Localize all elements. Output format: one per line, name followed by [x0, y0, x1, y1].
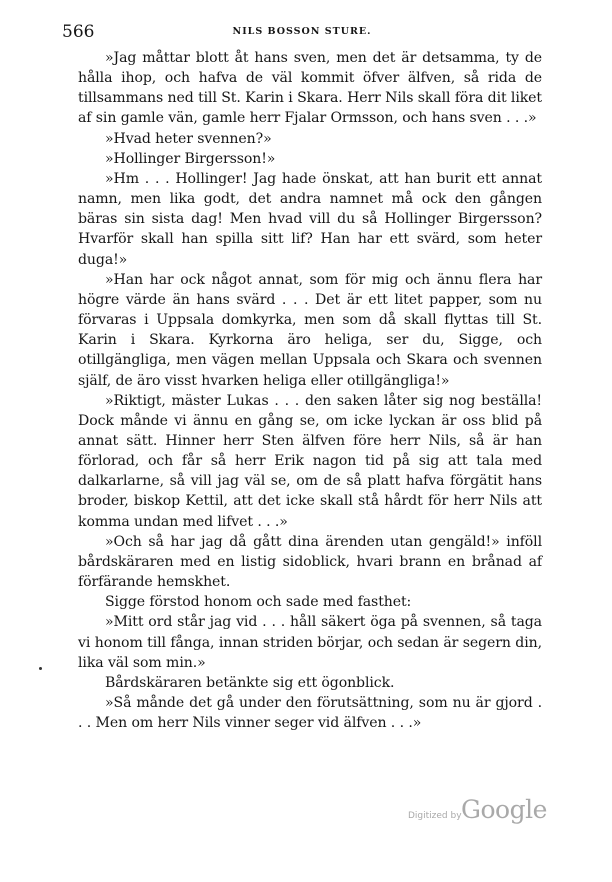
paragraph: Bårdskäraren betänkte sig ett ögonblick.	[105, 674, 395, 691]
google-watermark	[408, 795, 588, 835]
paragraph: »Så månde det gå under den förutsättning, som nu är gjord . . . Men om herr Nils vinner seger vid älfven . . .»	[78, 695, 542, 732]
paragraph: »Jag måttar blott åt hans sven, men det är detsamma, ty de hålla ihop, och hafva de väl kommit öfver älfven, så rida de tillsammans ned till St. Karin i Skara. Herr Nils skall föra dit liket af sin gamle vän, gamle herr Fjalar Ormsson, och hans sven . . .»	[78, 50, 542, 127]
paragraph: »Mitt ord står jag vid . . . håll säkert öga på svennen, så taga vi honom till fånga, innan striden börjar, och sedan är segern din, lika väl som min.»	[78, 614, 542, 671]
page-number: 566	[62, 22, 95, 42]
digitized-by-label: Digitized by	[408, 811, 462, 821]
google-logo: Google	[461, 795, 547, 824]
running-head: NILS BOSSON STURE.	[232, 26, 372, 37]
paragraph: »Riktigt, mäster Lukas . . . den saken låter sig nog beställa! Dock månde vi ännu en gång se, om icke lyckan är oss blid på annat sätt. Hinner herr Sten älfven före herr Nils, så är han förlorad, och får så herr Erik nagon tid på sig att tala med dalkarlarne, så vill jag väl se, om de så platt hafva förgätit hans broder, biskop Kettil, att det icke skall stå hårdt för herr Nils att komma undan med lifvet . . .»	[78, 392, 542, 530]
page-header	[62, 22, 542, 44]
paragraph: »Hollinger Birgersson!»	[105, 150, 276, 167]
paragraph: »Hm . . . Hollinger! Jag hade önskat, att han burit ett annat namn, men lika godt, det andra namnet må ock den gången bäras sin sista dag! Men hvad vill du så Hollinger Birgersson? Hvarför skall han spilla sitt lif? Han har ett svärd, som heter duga!»	[78, 170, 542, 268]
body-text	[78, 48, 542, 733]
paragraph: »Och så har jag då gått dina ärenden utan gengäld!» inföll bårdskäraren med en listig sidoblick, hvari brann en brånad af förfärande hemskhet.	[78, 533, 542, 591]
ink-speck	[39, 667, 42, 670]
paragraph: »Han har ock något annat, som för mig och ännu flera har högre värde än hans svärd . . . Det är ett litet papper, som nu förvaras i Uppsala domkyrka, men som då skall flyttas till St. Karin i Skara. Kyrkorna äro heliga, ser du, Sigge, och otillgängliga, men vägen mellan Uppsala och Skara och svennen själf, de äro visst hvarken heliga eller otillgängliga!»	[78, 271, 542, 389]
paragraph: Sigge förstod honom och sade med fasthet:	[105, 594, 412, 611]
paragraph: »Hvad heter svennen?»	[105, 130, 272, 147]
